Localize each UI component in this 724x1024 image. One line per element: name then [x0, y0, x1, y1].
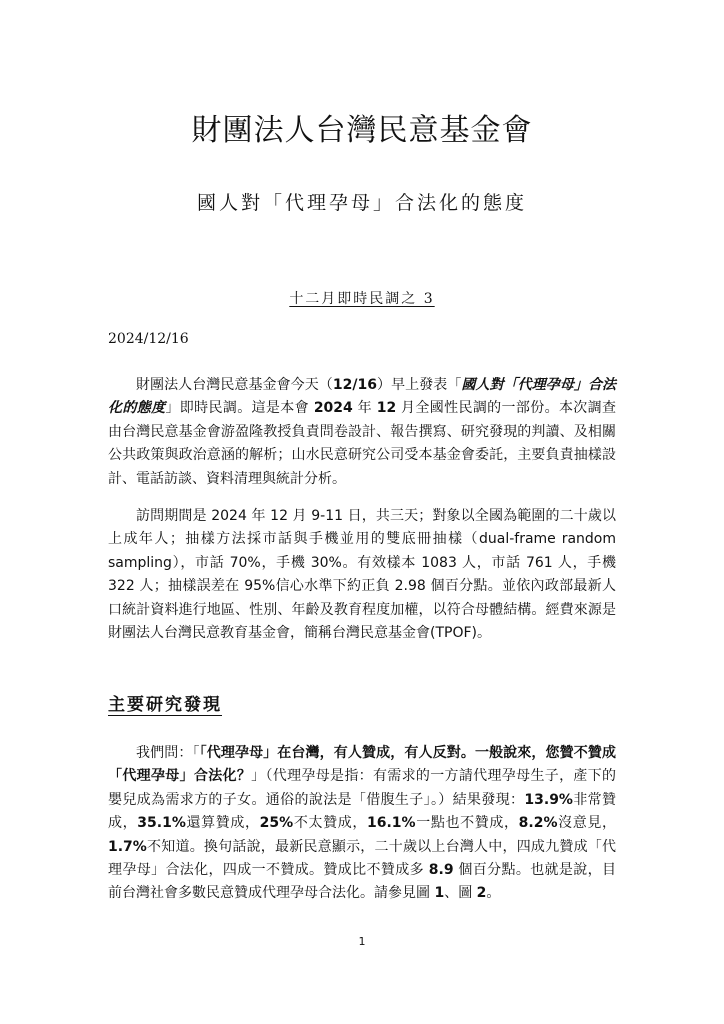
- findings-text-c: 」（代理孕母是指：有需求的一方請代理孕母生子，產下的嬰兒成為需求方的子女。通俗的說法是「借腹生子」。）結果發現：: [108, 768, 617, 808]
- poll-series-text: 十二月即時民調之 3: [289, 291, 435, 307]
- findings-paragraph: [108, 742, 616, 906]
- pct-somewhat-agree: 35.1%: [137, 815, 186, 832]
- intro-text-g: 年: [352, 400, 377, 417]
- pct-no-opinion: 8.2%: [518, 815, 558, 832]
- findings-text-g: 還算贊成，: [185, 815, 260, 832]
- findings-text-u: 。: [486, 885, 501, 902]
- findings-text-k: 一點也不贊成，: [415, 815, 519, 832]
- page-number: 1: [358, 935, 366, 948]
- findings-text-q: 個百分點。也就是說，目前台灣社會多數民意贊成代理孕母合法化。請參見圖: [108, 862, 617, 902]
- methodology-paragraph: 訪問期間是 2024 年 12 月 9-11 日，共三天；對象以全國為範圍的二十歲以上成年人；抽樣方法採市話與手機並用的雙底冊抽樣（dual-frame random sampling），市話 70%，手機 30%。有效樣本 1083 人，市話 761 人，手機 322 人；抽樣誤差在 95%信心水準下約正負 2.98 個百分點。並依內政部最新人口統計資料進行地區、性別、年齡及教育程度加權，以符合母體結構。經費來源是財團法人台灣民意教育基金會，簡稱台灣民意基金會(TPOF)。: [108, 508, 616, 642]
- figure-ref-1: 1: [434, 885, 445, 902]
- findings-text-e: 非常贊成，: [108, 791, 617, 832]
- findings-text-s: 、圖: [444, 885, 477, 902]
- poll-series-label: [0, 288, 724, 308]
- pct-margin: 8.9: [428, 862, 454, 879]
- findings-text-m: 沒意見，: [557, 815, 617, 832]
- pct-strongly-disagree: 16.1%: [367, 815, 416, 832]
- pct-dont-know: 1.7%: [108, 838, 147, 855]
- intro-survey-title: 國人對「代理孕母」合法化的態度: [108, 377, 617, 417]
- intro-year-bold: 2024: [313, 400, 353, 417]
- findings-text-o: 不知道。換句話說，最新民意顯示，二十歲以上台灣人中，四成九贊成「代理孕母」合法化，四成一不贊成。贊成比不贊成多: [108, 838, 616, 879]
- intro-text-i: 月全國性民調的一部份。本次調查由台灣民意基金會游盈隆教授負責問卷設計、報告撰寫、研究發現的判讀、及相關公共政策與政治意涵的解析；山水民意研究公司受本基金會委託，主要負責抽樣設計、電話訪談、資料清理與統計分析。: [108, 400, 617, 487]
- intro-date-bold: 12/16: [332, 377, 377, 393]
- findings-question: 「代理孕母」在台灣，有人贊成，有人反對。一般說來，您贊不贊成「代理孕母」合法化？: [108, 745, 617, 785]
- release-date: 2024/12/16: [108, 331, 189, 347]
- findings-text-a: 我們問：「: [136, 745, 200, 761]
- findings-text-i: 不太贊成，: [293, 815, 367, 832]
- pct-strongly-agree: 13.9%: [524, 791, 573, 808]
- intro-text-a: 財團法人台灣民意基金會今天（: [136, 377, 333, 393]
- findings-heading: 主要研究發現: [108, 695, 222, 715]
- figure-ref-2: 2: [476, 885, 487, 902]
- organization-title: 財團法人台灣民意基金會: [191, 113, 533, 148]
- intro-month-bold: 12: [376, 400, 397, 417]
- intro-text-c: ）早上發表「: [376, 377, 462, 393]
- intro-text-e: 」即時民調。這是本會: [165, 400, 314, 417]
- pct-somewhat-disagree: 25%: [259, 815, 294, 832]
- intro-paragraph: [108, 374, 616, 491]
- document-title: 國人對「代理孕母」合法化的態度: [196, 192, 527, 214]
